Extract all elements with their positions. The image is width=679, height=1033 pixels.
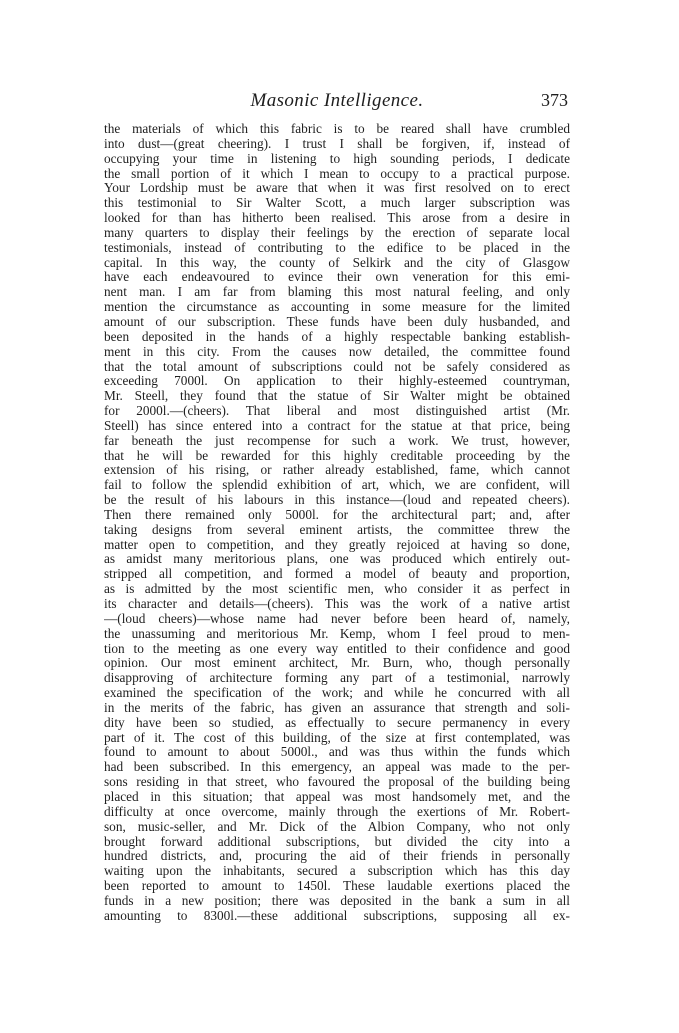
text-line: Then there remained only 5000l. for the architectural part; and, after [104,507,570,522]
text-line: son, music-seller, and Mr. Dick of the Albion Company, who not only [104,819,570,834]
text-line: testimonials, instead of contributing to the edifice to be placed in the [104,240,570,255]
text-line: difficulty at once overcome, mainly through the exertions of Mr. Robert- [104,804,570,819]
text-line: have each endeavoured to evince their own veneration for this emi- [104,270,570,285]
text-line: occupying your time in listening to high sounding periods, I dedicate [104,151,570,166]
text-line: tion to the meeting as one every way entitled to their confidence and good [104,641,570,656]
text-line: exceeding 7000l. On application to their highly-esteemed countryman, [104,374,570,389]
text-line: placed in this situation; that appeal was most handsomely met, and the [104,789,570,804]
text-line: for 2000l.—(cheers). That liberal and most distinguished artist (Mr. [104,404,570,419]
text-line: dity have been so studied, as effectually to secure permanency in every [104,715,570,730]
text-line: extension of his rising, or rather already established, fame, which cannot [104,463,570,478]
text-line: be the result of his labours in this instance—(loud and repeated cheers). [104,493,570,508]
text-line: the unassuming and meritorious Mr. Kemp, whom I feel proud to men- [104,626,570,641]
text-line: the materials of which this fabric is to be reared shall have crumbled [104,122,570,136]
text-line: the small portion of it which I mean to occupy to a practical purpose. [104,166,570,181]
text-line: had been subscribed. In this emergency, an appeal was made to the per- [104,760,570,775]
text-line: fail to follow the splendid exhibition of art, which, we are confident, will [104,478,570,493]
text-line: been deposited in the hands of a highly respectable banking establish- [104,329,570,344]
text-line: far beneath the just recompense for such a work. We trust, however, [104,433,570,448]
text-line: been reported to amount to 1450l. These laudable exertions placed the [104,879,570,894]
text-line: nent man. I am far from blaming this most natural feeling, and only [104,285,570,300]
text-line: capital. In this way, the county of Selkirk and the city of Glasgow [104,255,570,270]
text-line: hundred districts, and, procuring the aid of their friends in personally [104,849,570,864]
text-line: disapproving of architecture forming any part of a testimonial, narrowly [104,671,570,686]
text-line: opinion. Our most eminent architect, Mr. Burn, who, though personally [104,656,570,671]
text-line: examined the specification of the work; and while he concurred with all [104,686,570,701]
text-line: as amidst many meritorious plans, one was produced which entirely out- [104,552,570,567]
text-line: in the merits of the fabric, has given an assurance that strength and soli- [104,700,570,715]
text-line: into dust—(great cheering). I trust I shall be forgiven, if, instead of [104,136,570,151]
text-line: funds in a new position; there was deposited in the bank a sum in all [104,893,570,908]
text-line: stripped all competition, and formed a model of beauty and proportion, [104,567,570,582]
text-line: found to amount to about 5000l., and was thus within the funds which [104,745,570,760]
text-line: taking designs from several eminent artists, the committee threw the [104,522,570,537]
text-line: —(loud cheers)—whose name had never before been heard of, namely, [104,611,570,626]
body-text [104,122,570,924]
text-line: as is admitted by the most scientific men, who consider it as perfect in [104,582,570,597]
text-line: mention the circumstance as accounting in some measure for the limited [104,300,570,315]
text-line: amount of our subscription. These funds have been duly husbanded, and [104,314,570,329]
text-line: that the total amount of subscriptions could not be safely considered as [104,359,570,374]
text-line: its character and details—(cheers). This was the work of a native artist [104,597,570,611]
text-line: Steell) has since entered into a contract for the statue at that price, being [104,418,570,433]
text-line: many quarters to display their feelings by the erection of separate local [104,225,570,240]
text-line: sons residing in that street, who favoured the proposal of the building being [104,775,570,790]
text-line: waiting upon the inhabitants, secured a subscription which has this day [104,864,570,879]
text-line: Mr. Steell, they found that the statue of Sir Walter might be obtained [104,389,570,404]
text-line: Your Lordship must be aware that when it was first resolved on to erect [104,181,570,196]
text-line: part of it. The cost of this building, of the size at first contemplated, was [104,730,570,745]
text-line: matter open to competition, and they greatly rejoiced at having so done, [104,537,570,552]
text-line: this testimonial to Sir Walter Scott, a much larger subscription was [104,196,570,211]
page-number: 373 [541,90,568,110]
text-line: brought forward additional subscriptions, but divided the city into a [104,834,570,849]
text-line: looked for than has hitherto been realised. This arose from a desire in [104,211,570,226]
running-title: Masonic Intelligence. [250,90,424,111]
text-line: amounting to 8300l.—these additional subscriptions, supposing all ex- [104,908,570,923]
page-header [104,90,570,114]
text-line: that he will be rewarded for this highly creditable proceeding by the [104,448,570,463]
text-line: ment in this city. From the causes now detailed, the committee found [104,344,570,359]
